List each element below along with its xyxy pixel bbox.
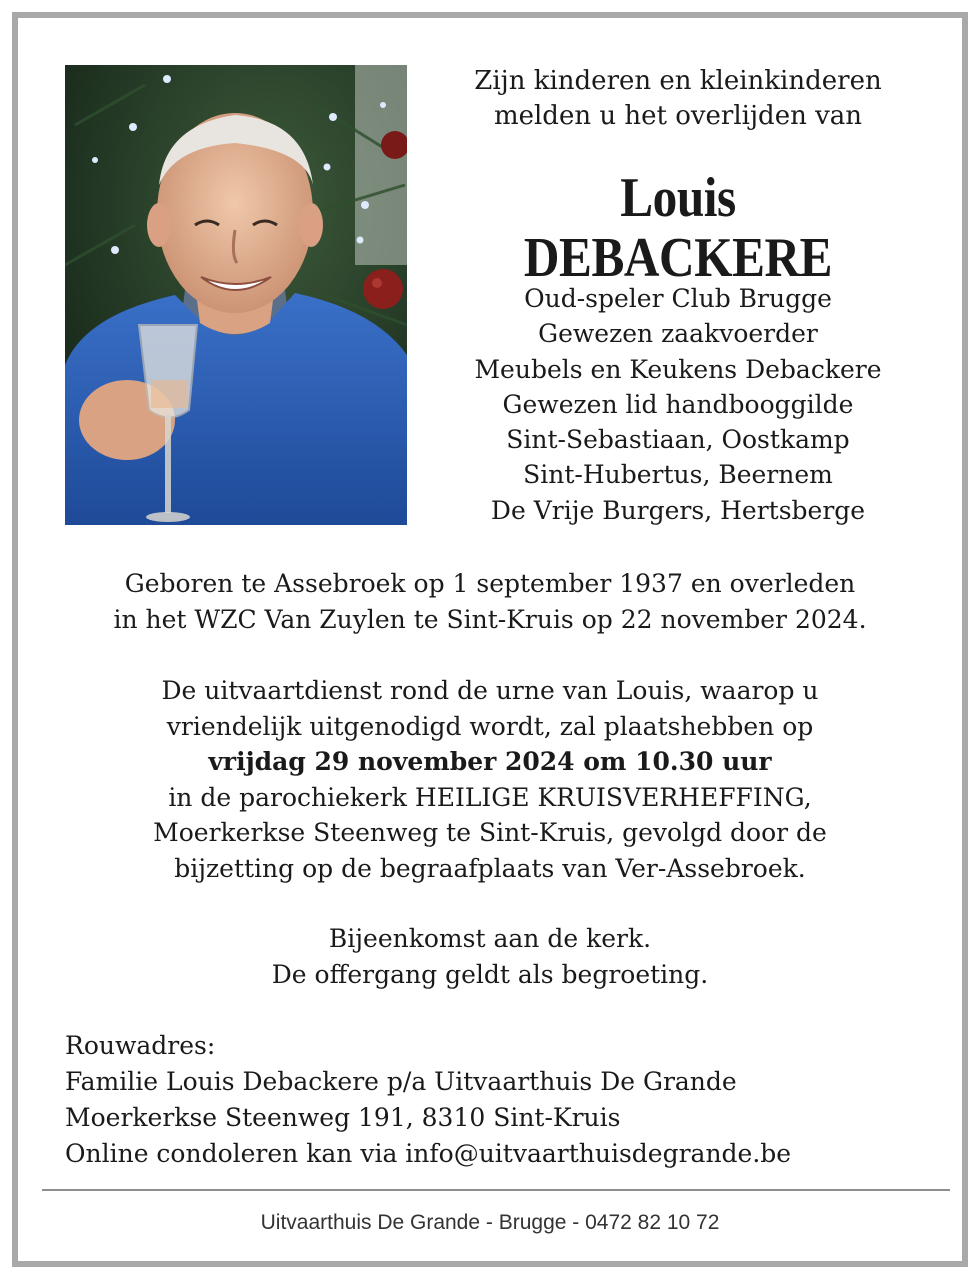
address-line: Moerkerkse Steenweg 191, 8310 Sint-Kruis	[65, 1103, 621, 1132]
gathering-paragraph	[38, 921, 942, 992]
birth-death-paragraph	[38, 566, 942, 637]
intro-text	[448, 64, 908, 134]
address-label: Rouwadres:	[65, 1031, 216, 1060]
condolence-line: Online condoleren kan via info@uitvaarthuisdegrande.be	[65, 1139, 792, 1168]
mourning-address	[65, 1028, 945, 1172]
service-paragraph	[38, 673, 942, 886]
birth-line: Geboren te Assebroek op 1 september 1937 en overleden	[124, 569, 856, 598]
gathering-line: De offergang geldt als begroeting.	[271, 959, 709, 989]
service-line: in de parochiekerk HEILIGE KRUISVERHEFFING,	[168, 782, 812, 812]
title-item: Sint-Hubertus, Beernem	[523, 460, 833, 490]
service-line: De uitvaartdienst rond de urne van Louis, waarop u	[161, 676, 819, 705]
address-line: Familie Louis Debackere p/a Uitvaarthuis De Grande	[65, 1067, 737, 1096]
intro-line: Zijn kinderen en kleinkinderen	[474, 66, 882, 96]
gathering-line: Bijeenkomst aan de kerk.	[328, 924, 652, 953]
service-line: Moerkerkse Steenweg te Sint-Kruis, gevolgd door de	[153, 818, 827, 847]
title-item: De Vrije Burgers, Hertsberge	[490, 495, 866, 525]
footer-funeral-home: Uitvaarthuis De Grande - Brugge - 0472 82 10 72	[260, 1211, 720, 1234]
divider	[42, 1189, 950, 1191]
title-item: Gewezen lid handbooggilde	[502, 389, 854, 419]
service-date-time: vrijdag 29 november 2024 om 10.30 uur	[208, 747, 772, 776]
intro-line: melden u het overlijden van	[493, 101, 863, 131]
title-item: Oud-speler Club Brugge	[524, 284, 832, 313]
service-line: vriendelijk uitgenodigd wordt, zal plaatshebben op	[166, 711, 814, 741]
obituary-card	[12, 12, 968, 1267]
titles-list	[438, 281, 918, 528]
service-line: bijzetting op de begraafplaats van Ver-Assebroek.	[174, 853, 806, 883]
portrait-photo	[65, 65, 407, 525]
title-item: Meubels en Keukens Debackere	[474, 354, 882, 384]
title-item: Sint-Sebastiaan, Oostkamp	[506, 425, 850, 455]
deceased-name: Louis DEBACKERE	[523, 167, 833, 289]
death-line: in het WZC Van Zuylen te Sint-Kruis op 22 november 2024.	[113, 604, 867, 634]
title-item: Gewezen zaakvoerder	[538, 319, 818, 349]
